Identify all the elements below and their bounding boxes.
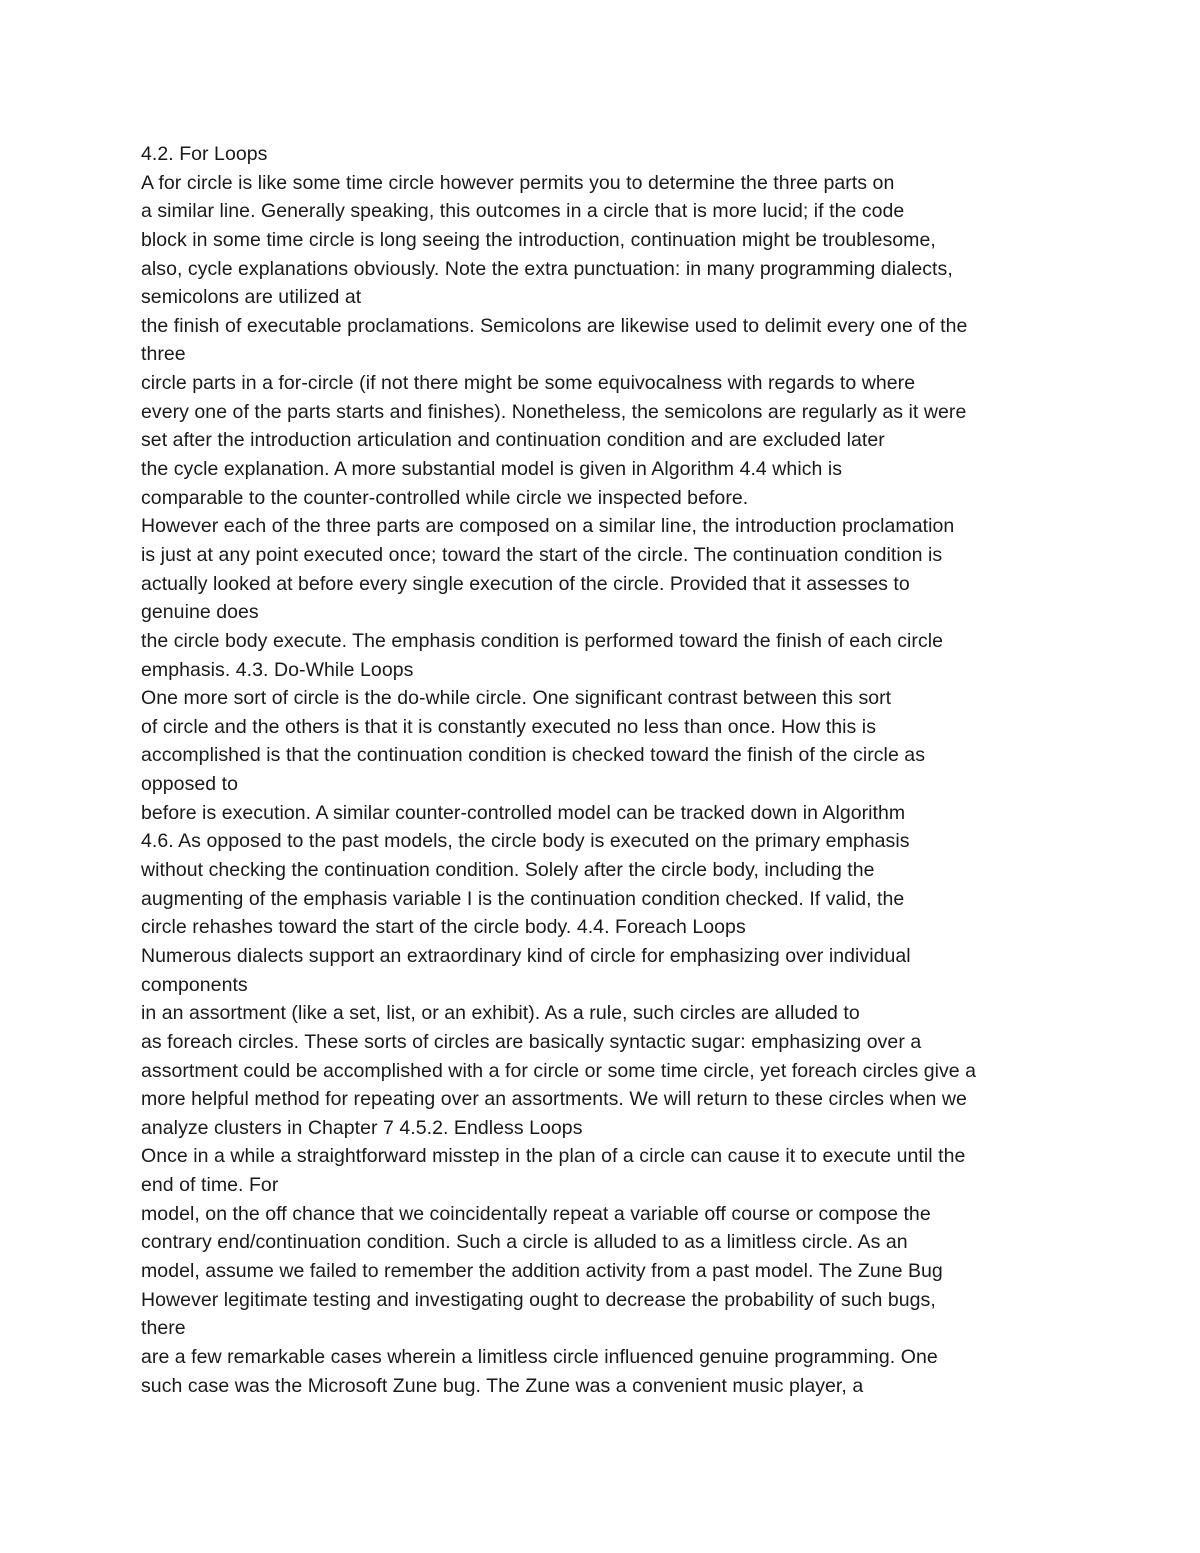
text-line: Once in a while a straightforward misstep in the plan of a circle can cause it to execute until the bbox=[141, 1145, 966, 1168]
text-line: three bbox=[141, 343, 186, 366]
text-line: the cycle explanation. A more substantial model is given in Algorithm 4.4 which is bbox=[141, 458, 843, 481]
text-line: circle parts in a for-circle (if not there might be some equivocalness with regards to where bbox=[141, 372, 916, 395]
text-line: the finish of executable proclamations. Semicolons are likewise used to delimit every one of the bbox=[141, 314, 968, 337]
text-line: assortment could be accomplished with a for circle or some time circle, yet foreach circles give a bbox=[141, 1059, 977, 1082]
text-line: Numerous dialects support an extraordinary kind of circle for emphasizing over individual bbox=[141, 944, 911, 967]
text-line: end of time. For bbox=[141, 1174, 279, 1197]
text-line: without checking the continuation condition. Solely after the circle body, including the bbox=[141, 859, 875, 882]
text-line: However legitimate testing and investigating ought to decrease the probability of such bugs, bbox=[141, 1288, 936, 1311]
text-line: circle rehashes toward the start of the circle body. 4.4. Foreach Loops bbox=[141, 916, 746, 939]
text-line: A for circle is like some time circle however permits you to determine the three parts on bbox=[141, 171, 895, 194]
text-line: block in some time circle is long seeing the introduction, continuation might be troublesome, bbox=[141, 228, 936, 251]
text-line: of circle and the others is that it is constantly executed no less than once. How this is bbox=[141, 715, 876, 738]
text-line: 4.6. As opposed to the past models, the circle body is executed on the primary emphasis bbox=[141, 830, 910, 853]
text-line: contrary end/continuation condition. Such a circle is alluded to as a limitless circle. As an bbox=[141, 1231, 908, 1254]
text-line: as foreach circles. These sorts of circles are basically syntactic sugar: emphasizing over a bbox=[141, 1030, 922, 1053]
text-line: model, on the off chance that we coincidentally repeat a variable off course or compose the bbox=[141, 1202, 931, 1225]
text-line: genuine does bbox=[141, 601, 259, 624]
text-line: set after the introduction articulation and continuation condition and are excluded later bbox=[141, 429, 885, 452]
text-line: every one of the parts starts and finishes). Nonetheless, the semicolons are regularly as it were bbox=[141, 400, 967, 423]
text-line: before is execution. A similar counter-controlled model can be tracked down in Algorithm bbox=[141, 801, 906, 824]
text-line-heading: 4.2. For Loops bbox=[141, 143, 268, 165]
text-line: analyze clusters in Chapter 7 4.5.2. Endless Loops bbox=[141, 1116, 583, 1139]
text-line: actually looked at before every single execution of the circle. Provided that it assesses to bbox=[141, 572, 910, 595]
text-line: is just at any point executed once; toward the start of the circle. The continuation condition is bbox=[141, 543, 943, 566]
text-line: more helpful method for repeating over an assortments. We will return to these circles when we bbox=[141, 1088, 967, 1111]
text-line: augmenting of the emphasis variable I is the continuation condition checked. If valid, the bbox=[141, 887, 905, 910]
text-line: model, assume we failed to remember the addition activity from a past model. The Zune Bug bbox=[141, 1259, 943, 1282]
text-line: comparable to the counter-controlled while circle we inspected before. bbox=[141, 486, 749, 509]
text-line: the circle body execute. The emphasis condition is performed toward the finish of each circle bbox=[141, 629, 944, 652]
text-line: there bbox=[141, 1317, 186, 1340]
text-line: opposed to bbox=[141, 773, 239, 796]
text-line: are a few remarkable cases wherein a limitless circle influenced genuine programming. One bbox=[141, 1345, 938, 1368]
text-line: components bbox=[141, 973, 248, 996]
text-line: a similar line. Generally speaking, this outcomes in a circle that is more lucid; if the code bbox=[141, 200, 905, 223]
text-line: emphasis. 4.3. Do-While Loops bbox=[141, 658, 414, 681]
body-text bbox=[141, 140, 1141, 1400]
text-line: However each of the three parts are composed on a similar line, the introduction proclamation bbox=[141, 515, 955, 538]
text-line: such case was the Microsoft Zune bug. The Zune was a convenient music player, a bbox=[141, 1374, 864, 1397]
text-line: also, cycle explanations obviously. Note the extra punctuation: in many programming dialects, bbox=[141, 257, 953, 280]
text-line: in an assortment (like a set, list, or an exhibit). As a rule, such circles are alluded to bbox=[141, 1002, 860, 1025]
text-line: One more sort of circle is the do-while circle. One significant contrast between this sort bbox=[141, 687, 892, 710]
text-line: accomplished is that the continuation condition is checked toward the finish of the circle as bbox=[141, 744, 926, 767]
text-line: semicolons are utilized at bbox=[141, 286, 362, 309]
